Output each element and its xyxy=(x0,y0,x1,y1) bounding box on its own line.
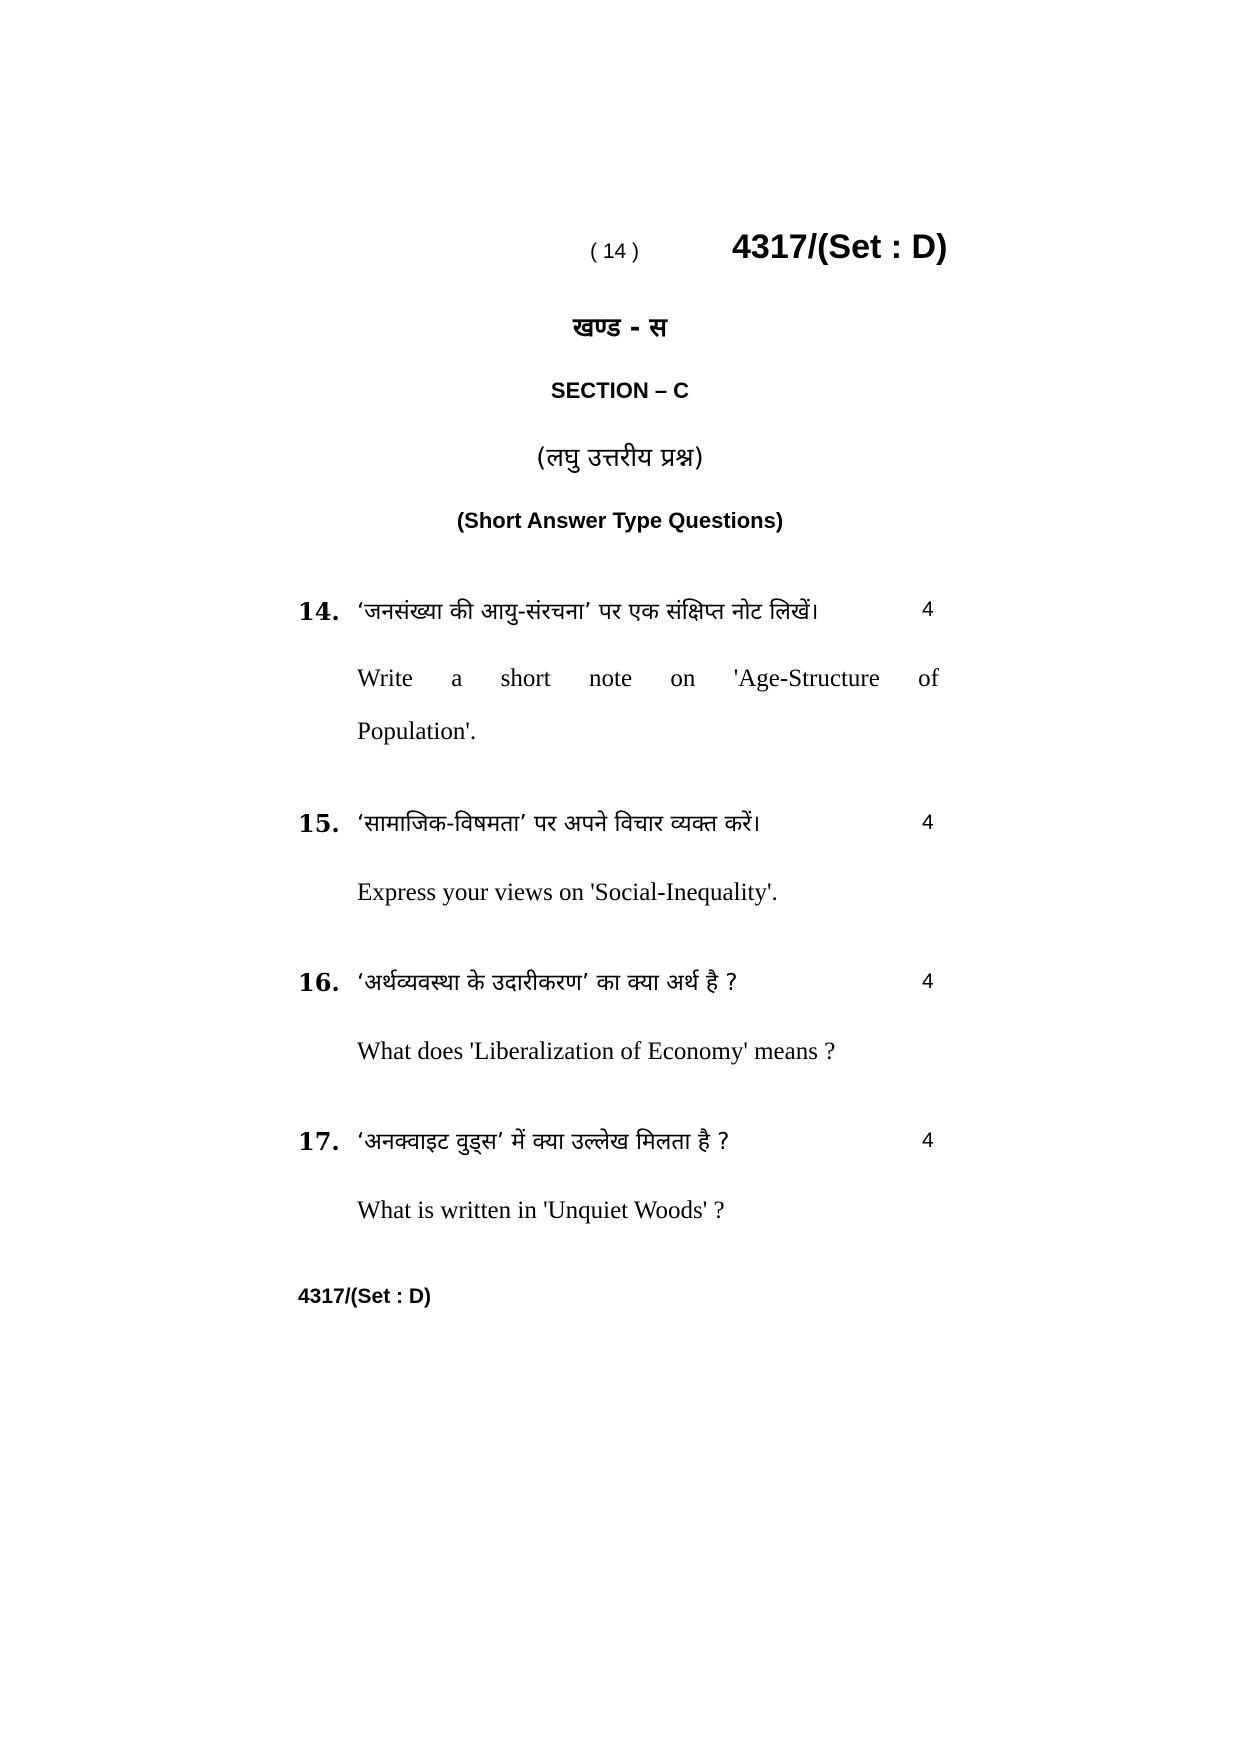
question-text-hindi: ‘सामाजिक-विषमता’ पर अपने विचार व्यक्त करें। xyxy=(357,811,761,837)
paper-code-footer: 4317/(Set : D) xyxy=(298,1285,432,1308)
question-number: 14. xyxy=(298,597,340,626)
question-marks: 4 xyxy=(922,1129,934,1152)
section-title-hindi: खण्ड - स xyxy=(573,313,667,343)
paper-code-header: 4317/(Set : D) xyxy=(732,228,948,266)
question-text-english: Express your views on 'Social-Inequality'. xyxy=(357,879,778,906)
question-number: 15. xyxy=(298,809,340,838)
question-number: 17. xyxy=(298,1127,340,1156)
question-marks: 4 xyxy=(922,598,934,621)
question-text-hindi: ‘अनक्वाइट वुड्स’ में क्या उल्लेख मिलता है ? xyxy=(357,1129,730,1155)
page-number: ( 14 ) xyxy=(590,240,640,263)
question-text-english: Write a short note on 'Age-Structure of xyxy=(357,665,939,692)
question-text-hindi: ‘जनसंख्या की आयु-संरचना’ पर एक संक्षिप्त नोट लिखें। xyxy=(357,599,819,625)
question-text-english-continued: Population'. xyxy=(357,718,477,745)
question-type-english: (Short Answer Type Questions) xyxy=(456,508,784,533)
question-text-english: What does 'Liberalization of Economy' means ? xyxy=(357,1038,836,1065)
question-number: 16. xyxy=(298,968,340,997)
question-text-hindi: ‘अर्थव्यवस्था के उदारीकरण’ का क्या अर्थ है ? xyxy=(357,970,738,996)
question-marks: 4 xyxy=(922,811,934,834)
section-title-english: SECTION – C xyxy=(550,378,690,403)
question-text-english: What is written in 'Unquiet Woods' ? xyxy=(357,1197,725,1224)
question-marks: 4 xyxy=(922,970,934,993)
question-type-hindi: (लघु उत्तरीय प्रश्न) xyxy=(536,443,704,473)
